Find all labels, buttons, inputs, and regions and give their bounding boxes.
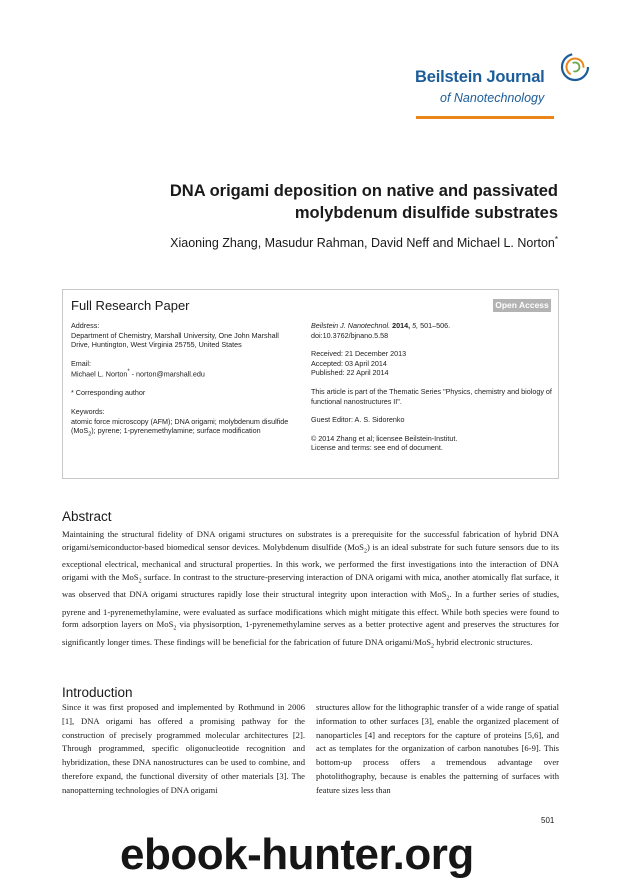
info-right-column <box>311 321 556 453</box>
corresponding-mark: * <box>554 235 558 244</box>
email-label: Email: <box>71 358 91 368</box>
email-mark: * <box>127 369 130 376</box>
doi-link[interactable]: doi:10.3762/bjnano.5.58 <box>311 330 389 340</box>
journal-accent-bar <box>416 116 554 119</box>
watermark: ebook-hunter.org <box>120 830 474 879</box>
introduction-left-column: Since it was first proposed and implemented by Rothmund in 2006 [1], DNA origami has offered a promising pathway for the construction of precisely programmed molecular architectures [2]. Through programmed, specific oligonucleotide recognition and hybridization, these DNA nanostructures can be used to combine, and therefore expand, the functional diversity of other materials [3]. The nanopatterning technologies of DNA origami <box>62 702 305 795</box>
thematic-series: This article is part of the Thematic Series "Physics, chemistry and biology of functional nanostructures II". <box>311 386 552 406</box>
keywords-text: atomic force microscopy (AFM); DNA origami; molybdenum disulfide (MoS$_2$); pyrene; 1-pyrenemethylamine; surface modification <box>71 416 289 438</box>
abstract-heading: Abstract <box>62 509 112 524</box>
introduction-heading: Introduction <box>62 685 133 700</box>
journal-subtitle: of Nanotechnology <box>440 91 545 105</box>
introduction-right-column: structures allow for the lithographic transfer of a wide range of spatial information to other surfaces [3], enable the organized placement of nanoparticles [4] and receptors for the capture of proteins [5,6], and act as templates for the organization of carbon nanotubes [6-9]. This bottom-up process offers a tremendous advantage over photolithography, because is enables the patterning of surfaces with feature sizes less than <box>316 702 559 795</box>
copyright: © 2014 Zhang et al; licensee Beilstein-Institut. <box>311 433 458 443</box>
corresponding-note: * Corresponding author <box>71 388 146 398</box>
email-line <box>71 368 296 379</box>
paper-type: Full Research Paper <box>71 298 190 313</box>
address-text: Department of Chemistry, Marshall University, One John Marshall Drive, Huntington, West Virginia 25755, United States <box>71 330 279 350</box>
journal-logo-icon <box>560 52 590 82</box>
published-date: Published: 22 April 2014 <box>311 368 389 378</box>
received-date: Received: 21 December 2013 <box>311 349 407 359</box>
open-access-badge: Open Access <box>493 299 551 312</box>
author-list: Xiaoning Zhang, Masudur Rahman, David Neff and Michael L. Norton <box>170 236 555 251</box>
email-address-link[interactable]: - norton@marshall.edu <box>129 369 205 379</box>
journal-name: Beilstein Journal <box>415 68 545 86</box>
keywords-label: Keywords: <box>71 406 105 416</box>
license-link[interactable]: License and terms: see end of document. <box>311 443 443 453</box>
abstract-text: Maintaining the structural fidelity of DNA origami structures on substrates is a prerequisite for the successful fabrication of hybrid DNA origami/semiconductor-based biomedical sensor devices. Molybdenum disulfide (MoS$_2$) is an ideal substrate for such future sensors due to its exceptional electrical, mechanical and structural properties. In this work, we performed the first investigations into the interaction of DNA origami with the MoS$_2$ surface. In contrast to the structure-preserving interaction of DNA origami with mica, another atomically flat surface, it was observed that DNA origami structures rapidly lose their structural integrity upon interaction with MoS$_2$. In a further series of studies, pyrene and 1-pyrenemethylamine, were evaluated as surface modifications which might mitigate this effect. While both species were found to form adsorption layers on MoS$_2$ via physisorption, 1-pyrenemethylamine serves as a better protective agent and preserves the structures for significantly longer times. These findings will be beneficial for the fabrication of future DNA origami/MoS$_2$ hybrid electronic structures. <box>62 529 560 650</box>
info-left-column <box>71 321 296 440</box>
accepted-date: Accepted: 03 April 2014 <box>311 358 387 368</box>
address-label: Address: <box>71 321 100 330</box>
article-title: DNA origami deposition on native and passivated molybdenum disulfide substrates <box>169 182 558 222</box>
citation: Beilstein J. Nanotechnol. 2014, 5, 501–506. <box>311 321 451 330</box>
email-name: Michael L. Norton <box>71 369 128 379</box>
article-authors <box>98 235 558 250</box>
guest-editor: Guest Editor: A. S. Sidorenko <box>311 415 405 425</box>
page-number: 501 <box>541 816 555 825</box>
